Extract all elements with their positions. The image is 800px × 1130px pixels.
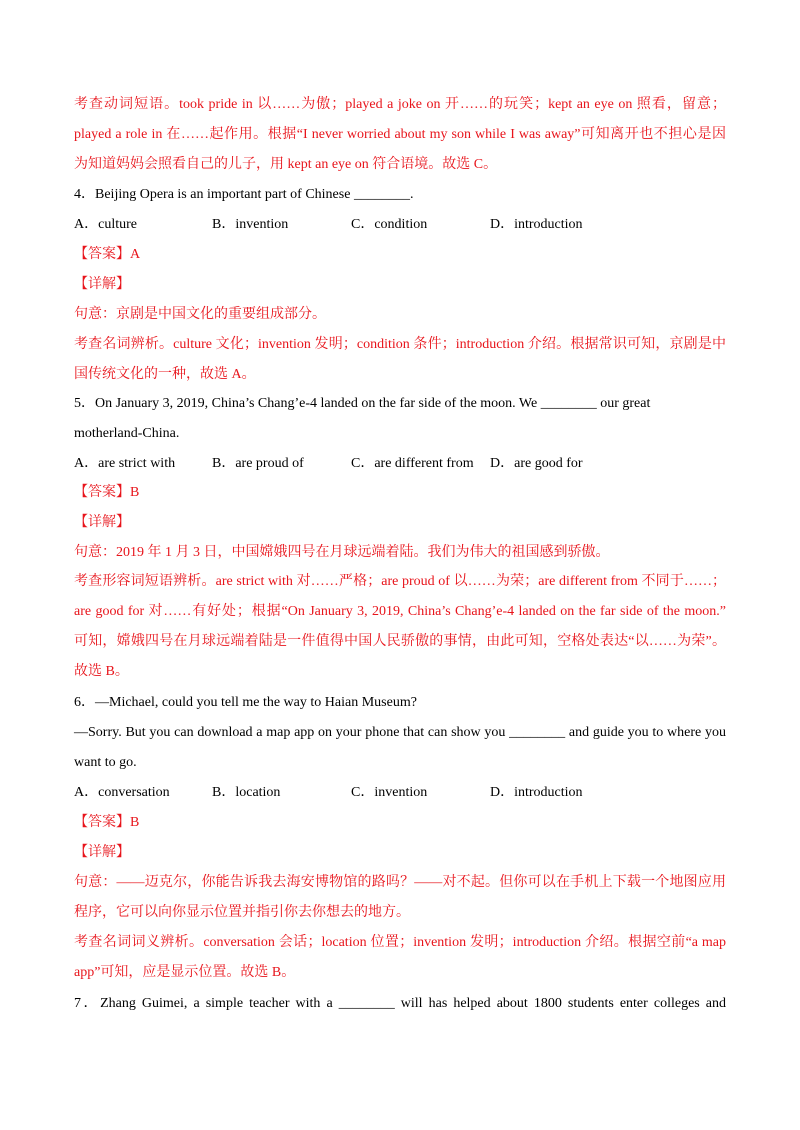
- q4-answer: 【答案】A: [74, 247, 141, 262]
- q6-explanation-line-1: 句意：——迈克尔，你能告诉我去海安博物馆的路吗？——对不起。但你可以在手机上下载一个地图应用: [74, 875, 726, 890]
- q6-option-c: C．invention: [351, 785, 428, 800]
- q6-stem-line-1: 6．—Michael, could you tell me the way to Haian Museum?: [74, 695, 417, 710]
- q6-stem-line-3: want to go.: [74, 755, 137, 770]
- q5-explanation-line-1: 句意：2019 年 1 月 3 日，中国嫦娥四号在月球远端着陆。我们为伟大的祖国感到骄傲。: [74, 545, 610, 560]
- q6-option-b: B．location: [212, 785, 281, 800]
- q4-option-b: B．invention: [212, 217, 289, 232]
- q6-explanation-line-3: 考查名词词义辨析。conversation 会话；location 位置；invention 发明；introduction 介绍。根据空前“a map: [74, 935, 726, 950]
- q4-explanation-line-2: 考查名词辨析。culture 文化；invention 发明；condition 条件；introduction 介绍。根据常识可知，京剧是中: [74, 337, 726, 352]
- q4-option-a: A．culture: [74, 217, 137, 232]
- q6-explanation-line-4: app”可知，应是显示位置。故选 B。: [74, 965, 296, 980]
- q5-detail-label: 【详解】: [74, 515, 130, 530]
- q5-option-d: D．are good for: [490, 456, 583, 471]
- q5-option-b: B．are proud of: [212, 456, 304, 471]
- q6-stem-line-2: —Sorry. But you can download a map app on your phone that can show you ________ and guide you to where you: [74, 725, 726, 740]
- q5-answer: 【答案】B: [74, 485, 140, 500]
- q4-stem: 4．Beijing Opera is an important part of Chinese ________.: [74, 187, 414, 202]
- q5-explanation-line-4: 可知，嫦娥四号在月球远端着陆是一件值得中国人民骄傲的事情，由此可知，空格处表达“以……为荣”。: [74, 634, 726, 649]
- q3-analysis-line-1: 考查动词短语。took pride in 以……为傲；played a joke on 开……的玩笑；kept an eye on 照看，留意；: [74, 97, 726, 112]
- q7-stem: 7．Zhang Guimei, a simple teacher with a ________ will has helped about 1800 students enter colleges and: [74, 996, 726, 1011]
- q5-stem-line-2: motherland-China.: [74, 426, 180, 441]
- q5-explanation-line-3: are good for 对……有好处；根据“On January 3, 2019, China’s Chang’e-4 landed on the far side of the moon.”: [74, 604, 726, 619]
- q4-option-c: C．condition: [351, 217, 428, 232]
- q5-option-c: C．are different from: [351, 456, 474, 471]
- q5-option-a: A．are strict with: [74, 456, 176, 471]
- q4-explanation-line-1: 句意：京剧是中国文化的重要组成部分。: [74, 307, 326, 322]
- q6-answer: 【答案】B: [74, 815, 140, 830]
- q5-explanation-line-2: 考查形容词短语辨析。are strict with 对……严格；are proud of 以……为荣；are different from 不同于……；: [74, 574, 726, 589]
- q6-explanation-line-2: 程序，它可以向你显示位置并指引你去你想去的地方。: [74, 905, 410, 920]
- q4-explanation-line-3: 国传统文化的一种，故选 A。: [74, 367, 256, 382]
- q4-detail-label: 【详解】: [74, 277, 130, 292]
- q5-stem-line-1: 5．On January 3, 2019, China’s Chang’e-4 landed on the far side of the moon. We ________ our great: [74, 396, 651, 411]
- q6-detail-label: 【详解】: [74, 845, 130, 860]
- q6-option-d: D．introduction: [490, 785, 583, 800]
- q5-explanation-line-5: 故选 B。: [74, 664, 129, 679]
- q3-analysis-line-2: played a role in 在……起作用。根据“I never worried about my son while I was away”可知离开也不担心是因: [74, 127, 726, 142]
- q6-option-a: A．conversation: [74, 785, 170, 800]
- q3-analysis-line-3: 为知道妈妈会照看自己的儿子，用 kept an eye on 符合语境。故选 C。: [74, 157, 498, 172]
- q4-option-d: D．introduction: [490, 217, 583, 232]
